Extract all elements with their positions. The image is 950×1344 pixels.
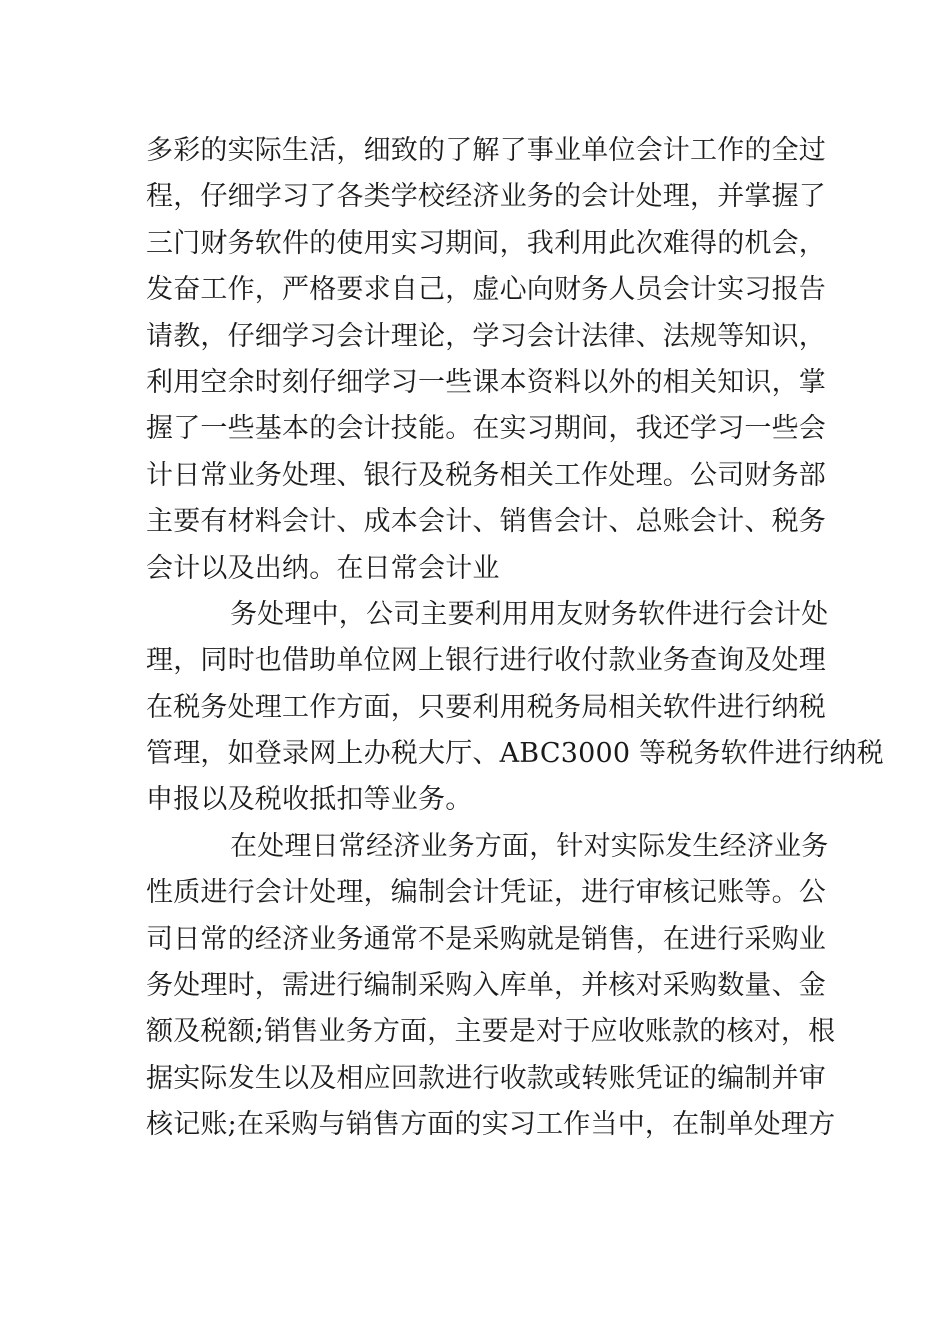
text-line: 性质进行会计处理，编制会计凭证，进行审核记账等。公 [146, 877, 826, 909]
document-body [146, 128, 884, 1149]
paragraph-3 [146, 824, 836, 1149]
text-line: 会计以及出纳。在日常会计业 [146, 552, 500, 584]
text-line: 额及税额;销售业务方面，主要是对于应收账款的核对，根 [146, 1016, 836, 1048]
text-line: 计日常业务处理、银行及税务相关工作处理。公司财务部 [146, 459, 826, 491]
text-line: 在处理日常经济业务方面，针对实际发生经济业务 [230, 830, 829, 862]
text-line: 司日常的经济业务通常不是采购就是销售，在进行采购业 [146, 923, 826, 955]
text-line: 在税务处理工作方面，只要利用税务局相关软件进行纳税 [146, 691, 826, 723]
text-line: 理，同时也借助单位网上银行进行收付款业务查询及处理 [146, 645, 826, 677]
text-line: 申报以及税收抵扣等业务。 [146, 784, 473, 816]
text-line: 据实际发生以及相应回款进行收款或转账凭证的编制并审 [146, 1062, 826, 1094]
text-line: 主要有材料会计、成本会计、销售会计、总账会计、税务 [146, 506, 826, 538]
text-line: 务处理时，需进行编制采购入库单，并核对采购数量、金 [146, 970, 826, 1002]
paragraph-2 [146, 592, 884, 824]
text-line: 务处理中，公司主要利用用友财务软件进行会计处 [230, 598, 829, 630]
text-line: 多彩的实际生活，细致的了解了事业单位会计工作的全过 [146, 135, 826, 166]
text-line: 请教，仔细学习会计理论，学习会计法律、法规等知识， [146, 320, 826, 352]
text-line: 三门财务软件的使用实习期间，我利用此次难得的机会， [146, 227, 826, 259]
paragraph-1 [146, 128, 826, 592]
text-line: 握了一些基本的会计技能。在实习期间，我还学习一些会 [146, 413, 826, 445]
text-line: 利用空余时刻仔细学习一些课本资料以外的相关知识，掌 [146, 366, 826, 398]
text-line: 核记账;在采购与销售方面的实习工作当中，在制单处理方 [146, 1109, 836, 1141]
text-line: 程，仔细学习了各类学校经济业务的会计处理，并掌握了 [146, 181, 826, 213]
text-line: 发奋工作，严格要求自己，虚心向财务人员会计实习报告 [146, 274, 826, 306]
text-line: 管理，如登录网上办税大厅、ABC3000 等税务软件进行纳税 [146, 738, 884, 770]
